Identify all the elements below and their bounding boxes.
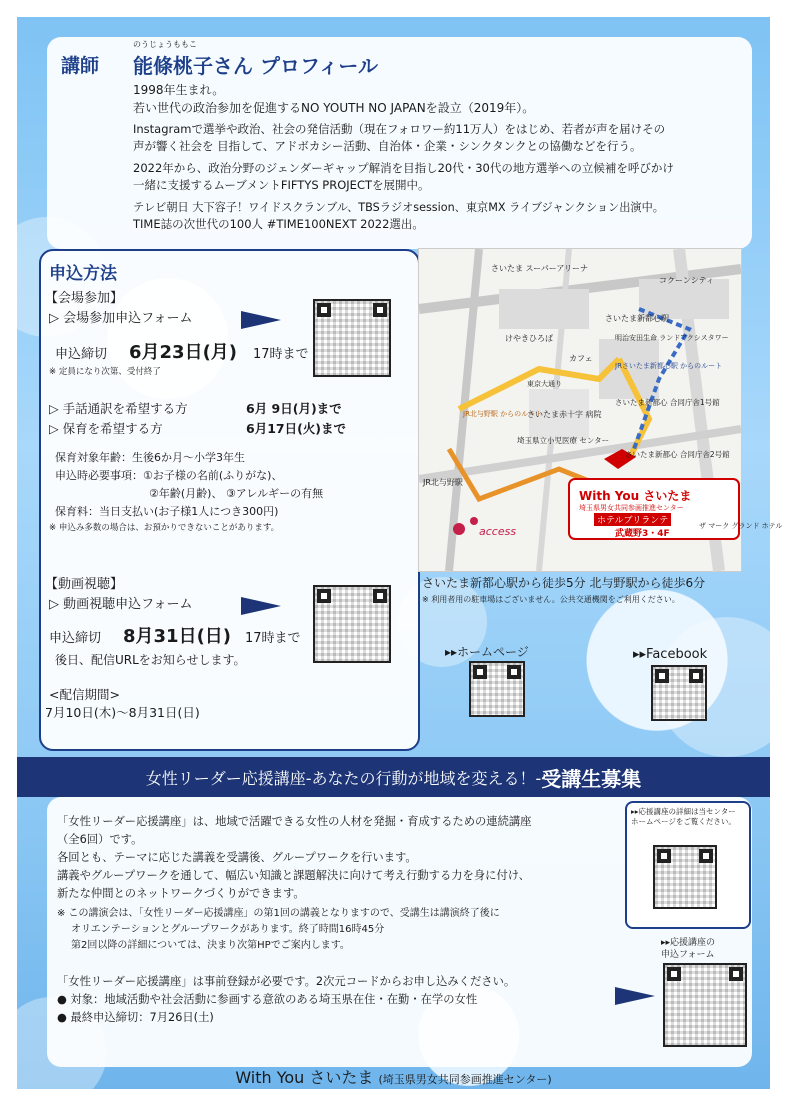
profile-line: 若い世代の政治参加を促進するNO YOUTH NO JAPANを設立（2019年）。 — [133, 101, 535, 115]
venue-header: 【会場参加】 — [45, 291, 124, 306]
detail-box — [625, 801, 751, 929]
childcare-note: ※ 申込み多数の場合は、お預かりできないことがあります。 — [49, 523, 280, 533]
course-line: （全6回）です。 — [57, 833, 143, 846]
childcare-info: 申込時必要事項：①お子様の名前(ふりがな)、 — [55, 469, 283, 482]
facebook-qr-code[interactable] — [651, 665, 707, 721]
childcare-date: 6月17日(火)まで — [246, 421, 347, 436]
course-detail-qr-code[interactable] — [653, 845, 717, 909]
map-label: 埼玉県立小児医療 センター — [517, 436, 610, 445]
venue-form-qr-code[interactable] — [313, 299, 391, 377]
deadline-label: 申込締切 — [55, 347, 108, 362]
map-label: 明治安田生命 ランドアクシスタワー — [615, 334, 729, 342]
map-label: けやきひろば — [505, 334, 553, 343]
map-label: さいたま新都心駅 — [605, 314, 669, 323]
childcare-label: ▷ 保育を希望する方 — [49, 421, 163, 436]
course-card — [47, 797, 752, 1067]
map-label: JR北与野駅 — [423, 478, 463, 487]
map-label: JR北与野駅 からのルート — [463, 410, 543, 418]
sign-language-label: ▷ 手話通訳を希望する方 — [49, 401, 188, 416]
course-note: 第2回以降の詳細については、決まり次第HPでご案内します。 — [71, 940, 350, 951]
profile-line: テレビ朝日 大下容子！ワイドスクランブル、TBSラジオsession、東京MX ライブジャンクション出演中。 — [133, 201, 664, 214]
course-banner — [17, 757, 770, 797]
apply-title: 申込方法 — [49, 264, 117, 284]
deadline-label: 申込締切 — [49, 631, 102, 646]
course-note: オリエンテーションとグループワークがあります。終了時間16時45分 — [71, 924, 385, 935]
lecturer-name: 能條桃子さん プロフィール — [133, 54, 378, 78]
map-label: 東京大通り — [527, 380, 562, 388]
map-label: さいたま新都心 合同庁舎1号館 — [615, 398, 720, 407]
arrow-icon — [241, 311, 281, 329]
profile-line: TIME誌の次世代の100人 #TIME100NEXT 2022選出。 — [133, 217, 424, 231]
video-deadline-time: 17時まで — [245, 631, 301, 646]
apply-card — [39, 249, 420, 751]
homepage-qr-code[interactable] — [469, 661, 525, 717]
map-label: カフェ — [569, 354, 593, 363]
arrow-icon — [241, 597, 281, 615]
venue-form-link[interactable]: ▷ 会場参加申込フォーム — [49, 311, 193, 326]
form-label: ▸▸応援講座の — [661, 938, 716, 948]
venue-floor: 武蔵野3・4F — [615, 529, 670, 539]
course-line: 新たな仲間とのネットワークづくりができます。 — [57, 887, 305, 900]
banner-emphasis: 受講生募集 — [541, 766, 642, 791]
childcare-info: 保育料：当日支払い(お子様1人につき300円) — [55, 505, 279, 518]
course-line: 「女性リーダー応援講座」は、地域で活躍できる女性の人材を発掘・育成するための連続講座 — [57, 815, 532, 828]
childcare-info: ②年齢(月齢)、 ③アレルギーの有無 — [149, 487, 324, 500]
period-label: <配信期間> — [49, 687, 120, 702]
form-label: 申込フォーム — [661, 950, 715, 960]
map-label: さいたま赤十字 病院 — [527, 410, 602, 419]
venue-note: ※ 定員になり次第、受付終了 — [49, 367, 161, 377]
profile-card — [47, 37, 752, 249]
video-form-link[interactable]: ▷ 動画視聴申込フォーム — [49, 597, 193, 612]
register-note: 「女性リーダー応援講座」は事前登録が必要です。2次元コードからお申し込みください。 — [57, 975, 516, 988]
video-deadline-date: 8月31日(日) — [123, 626, 232, 647]
map-label: JRさいたま新都心駅 からのルート — [615, 362, 723, 370]
profile-line: 1998年生まれ。 — [133, 83, 225, 97]
map-label: さいたま新都心 合同庁舎2号館 — [625, 450, 730, 459]
venue-deadline-time: 17時まで — [253, 347, 309, 362]
profile-line: 一緒に支援するムーブメントFIFTYS PROJECTを展開中。 — [133, 178, 430, 192]
map-label: コクーンシティ — [659, 276, 714, 285]
period-dates: 7月10日(木)～8月31日(日) — [45, 705, 200, 720]
profile-line: Instagramで選挙や政治、社会の発信活動（現在フォロワー約11万人）をはじめ、若者が声を届けその — [133, 122, 666, 136]
homepage-label: ▸▸ホームページ — [445, 645, 529, 659]
venue-hotel: ホテルブリランテ — [594, 513, 671, 526]
course-form-qr-code[interactable] — [663, 963, 747, 1047]
venue-subname: 埼玉県男女共同参画推進センター — [579, 504, 684, 512]
footer-sub: (埼玉県男女共同参画推進センター) — [378, 1073, 552, 1086]
parking-note: ※ 利用者用の駐車場はございません。公共交通機関をご利用ください。 — [422, 595, 680, 604]
venue-name: With You さいたま — [579, 489, 692, 503]
footer — [17, 1065, 770, 1089]
name-furigana: のうじょうももこ — [133, 40, 197, 49]
childcare-info: 保育対象年齢：生後6か月～小学3年生 — [55, 451, 245, 464]
profile-line: 声が響く社会を 目指して、アドボカシー活動、自治体・企業・シンクタンクとの協働などを行う。 — [133, 139, 642, 153]
footer-name: With You さいたま — [235, 1068, 374, 1087]
profile-line: 2022年から、政治分野のジェンダーギャップ解消を目指し20代・30代の地方選挙への立候補を呼びかけ — [133, 161, 674, 175]
detail-box-text: ▸▸応援講座の詳細は当センターホームページをご覧ください。 — [631, 807, 736, 826]
map-label: ザ マーク グランド ホテル — [699, 522, 783, 530]
video-form-qr-code[interactable] — [313, 585, 391, 663]
banner-text: 女性リーダー応援講座-あなたの行動が地域を変える！- — [145, 768, 542, 788]
course-bullet: ● 対象：地域活動や社会活動に参画する意欲のある埼玉県在住・在勤・在学の女性 — [57, 993, 478, 1006]
poster-background — [17, 17, 783, 1089]
facebook-label: ▸▸Facebook — [633, 647, 708, 662]
map-label: さいたま スーパーアリーナ — [491, 264, 589, 273]
walk-info: さいたま新都心駅から徒歩5分 北与野駅から徒歩6分 — [422, 576, 706, 590]
video-url-note: 後日、配信URLをお知らせします。 — [55, 653, 246, 667]
video-header: 【動画視聴】 — [45, 577, 124, 592]
lecturer-label: 講師 — [61, 55, 100, 77]
course-bullet: ● 最終申込締切：7月26日(土) — [57, 1011, 214, 1024]
venue-deadline-date: 6月23日(月) — [129, 342, 238, 363]
course-line: 各回とも、テーマに応じた講義を受講後、グループワークを行います。 — [57, 851, 417, 864]
access-map — [418, 248, 783, 572]
sign-language-date: 6月 9日(月)まで — [246, 401, 342, 416]
map-label: access — [479, 525, 517, 538]
course-note: ※ この講演会は、「女性リーダー応援講座」の第1回の講義となりますので、受講生は講演終了後に — [57, 908, 500, 919]
course-line: 講義やグループワークを通して、幅広い知識と課題解決に向けて考え行動する力を身に付け、 — [57, 869, 530, 882]
arrow-icon — [615, 987, 655, 1005]
